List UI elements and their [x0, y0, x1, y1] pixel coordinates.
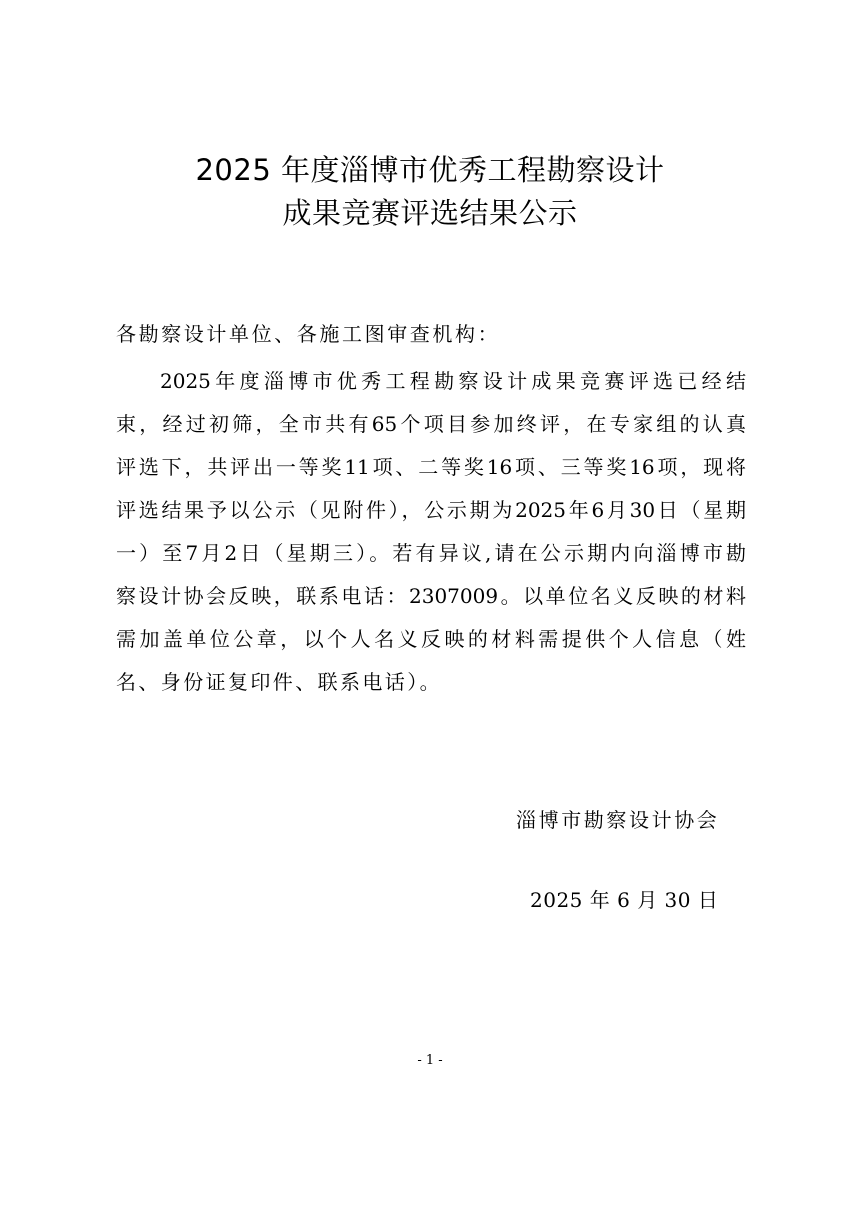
paragraph-line: 评选下，共评出一等奖11项、二等奖16项、三等奖16项，现将 [116, 455, 746, 479]
paragraph-line: 察设计协会反映，联系电话：2307009。以单位名义反映的材料 [116, 584, 746, 608]
page-number: - 1 - [417, 1053, 443, 1068]
document-title-line-2: 成果竞赛评选结果公示 [282, 196, 578, 230]
document-title-line-1: 2025 年度淄博市优秀工程勘察设计 [195, 153, 665, 187]
paragraph-line: 需加盖单位公章，以个人名义反映的材料需提供个人信息（姓 [116, 627, 746, 651]
paragraph-line: 评选结果予以公示（见附件），公示期为2025年6月30日（星期 [116, 498, 746, 522]
paragraph-line: 2025年度淄博市优秀工程勘察设计成果竞赛评选已经结 [160, 369, 746, 393]
paragraph-line: 束，经过初筛，全市共有65个项目参加终评，在专家组的认真 [116, 412, 746, 436]
salutation: 各勘察设计单位、各施工图审查机构： [116, 322, 501, 346]
paragraph-line: 名、身份证复印件、联系电话）。 [116, 670, 442, 694]
paragraph-line: 一）至7月2日（星期三）。若有异议,请在公示期内向淄博市勘 [116, 541, 746, 565]
signature-date: 2025 年 6 月 30 日 [530, 888, 719, 912]
signature-organization: 淄博市勘察设计协会 [516, 808, 720, 832]
